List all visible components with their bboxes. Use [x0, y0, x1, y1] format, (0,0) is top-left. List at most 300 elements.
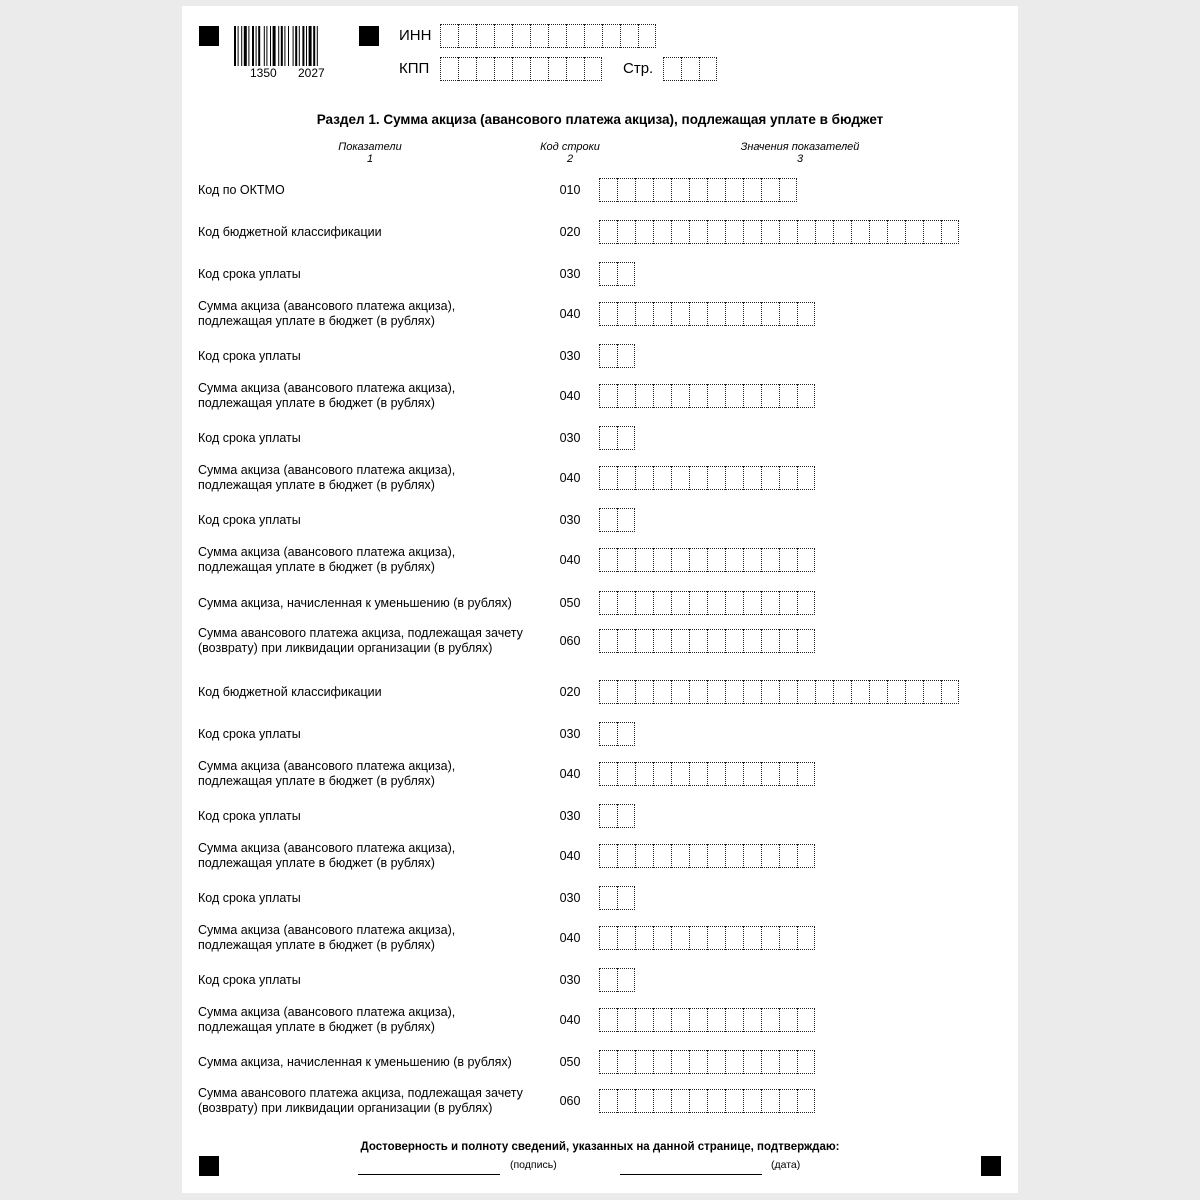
- input-cell[interactable]: [599, 1050, 617, 1074]
- input-cell[interactable]: [779, 220, 797, 244]
- input-cell[interactable]: [653, 1050, 671, 1074]
- input-cell[interactable]: [725, 762, 743, 786]
- row-value-field-030[interactable]: [599, 508, 635, 532]
- input-cell[interactable]: [797, 302, 815, 326]
- input-cell[interactable]: [707, 762, 725, 786]
- input-cell[interactable]: [653, 762, 671, 786]
- input-cell[interactable]: [599, 508, 617, 532]
- input-cell[interactable]: [599, 548, 617, 572]
- barcode-bar: [238, 26, 239, 66]
- input-cell[interactable]: [761, 844, 779, 868]
- input-cell[interactable]: [635, 629, 653, 653]
- barcode-bar: [293, 26, 294, 66]
- row-label: Сумма акциза (авансового платежа акциза), подлежащая уплате в бюджет (в рублях): [198, 545, 456, 574]
- input-cell[interactable]: [617, 968, 635, 992]
- input-cell[interactable]: [725, 680, 743, 704]
- row-value-field-020[interactable]: [599, 220, 959, 244]
- input-cell[interactable]: [602, 24, 620, 48]
- row-value-field-040[interactable]: [599, 466, 815, 490]
- row-label: Сумма авансового платежа акциза, подлежащая зачету (возврату) при ликвидации организации (в рублях): [198, 1086, 523, 1115]
- input-cell[interactable]: [620, 24, 638, 48]
- row-value-field-030[interactable]: [599, 426, 635, 450]
- input-cell[interactable]: [707, 1050, 725, 1074]
- input-cell[interactable]: [599, 804, 617, 828]
- input-cell[interactable]: [743, 178, 761, 202]
- column-header-indicators-label: Показатели: [338, 141, 402, 153]
- input-cell[interactable]: [761, 629, 779, 653]
- barcode-bar: [266, 26, 267, 66]
- input-cell[interactable]: [617, 344, 635, 368]
- input-cell[interactable]: [530, 57, 548, 81]
- row-label: Код срока уплаты: [198, 727, 301, 741]
- input-cell[interactable]: [815, 220, 833, 244]
- input-cell[interactable]: [440, 57, 458, 81]
- input-cell[interactable]: [725, 220, 743, 244]
- input-cell[interactable]: [653, 466, 671, 490]
- input-cell[interactable]: [779, 1050, 797, 1074]
- row-value-field-040[interactable]: [599, 384, 815, 408]
- input-cell[interactable]: [617, 1008, 635, 1032]
- input-cell[interactable]: [761, 384, 779, 408]
- input-cell[interactable]: [653, 591, 671, 615]
- input-cell[interactable]: [743, 1008, 761, 1032]
- input-cell[interactable]: [653, 548, 671, 572]
- column-header-values: [720, 141, 880, 165]
- input-cell[interactable]: [653, 384, 671, 408]
- row-code: 040: [559, 553, 581, 567]
- input-cell[interactable]: [869, 680, 887, 704]
- input-cell[interactable]: [635, 680, 653, 704]
- input-cell[interactable]: [797, 384, 815, 408]
- input-cell[interactable]: [743, 466, 761, 490]
- input-cell[interactable]: [797, 591, 815, 615]
- input-cell[interactable]: [635, 466, 653, 490]
- input-cell[interactable]: [617, 886, 635, 910]
- input-cell[interactable]: [761, 548, 779, 572]
- input-cell[interactable]: [797, 466, 815, 490]
- row-code: 050: [559, 596, 581, 610]
- input-cell[interactable]: [617, 466, 635, 490]
- input-cell[interactable]: [512, 24, 530, 48]
- input-cell[interactable]: [635, 844, 653, 868]
- input-cell[interactable]: [761, 1089, 779, 1113]
- input-cell[interactable]: [725, 548, 743, 572]
- input-cell[interactable]: [671, 629, 689, 653]
- input-cell[interactable]: [779, 548, 797, 572]
- input-cell[interactable]: [689, 1089, 707, 1113]
- input-cell[interactable]: [663, 57, 681, 81]
- inn-field[interactable]: [440, 24, 656, 48]
- input-cell[interactable]: [851, 220, 869, 244]
- input-cell[interactable]: [761, 178, 779, 202]
- row-value-field-010[interactable]: [599, 178, 797, 202]
- input-cell[interactable]: [617, 591, 635, 615]
- input-cell[interactable]: [599, 1089, 617, 1113]
- input-cell[interactable]: [617, 262, 635, 286]
- input-cell[interactable]: [599, 762, 617, 786]
- input-cell[interactable]: [458, 57, 476, 81]
- input-cell[interactable]: [617, 178, 635, 202]
- input-cell[interactable]: [584, 24, 602, 48]
- input-cell[interactable]: [699, 57, 717, 81]
- input-cell[interactable]: [761, 220, 779, 244]
- input-cell[interactable]: [689, 1050, 707, 1074]
- input-cell[interactable]: [725, 1008, 743, 1032]
- input-cell[interactable]: [617, 384, 635, 408]
- input-cell[interactable]: [869, 220, 887, 244]
- input-cell[interactable]: [725, 466, 743, 490]
- input-cell[interactable]: [833, 680, 851, 704]
- input-cell[interactable]: [635, 1008, 653, 1032]
- input-cell[interactable]: [725, 302, 743, 326]
- input-cell[interactable]: [671, 762, 689, 786]
- input-cell[interactable]: [779, 1008, 797, 1032]
- barcode-bar: [248, 26, 249, 66]
- input-cell[interactable]: [599, 629, 617, 653]
- input-cell[interactable]: [617, 926, 635, 950]
- input-cell[interactable]: [671, 220, 689, 244]
- input-cell[interactable]: [635, 1089, 653, 1113]
- input-cell[interactable]: [617, 629, 635, 653]
- input-cell[interactable]: [689, 591, 707, 615]
- input-cell[interactable]: [779, 629, 797, 653]
- input-cell[interactable]: [635, 762, 653, 786]
- input-cell[interactable]: [617, 302, 635, 326]
- input-cell[interactable]: [635, 178, 653, 202]
- input-cell[interactable]: [599, 302, 617, 326]
- input-cell[interactable]: [653, 844, 671, 868]
- row-value-field-030[interactable]: [599, 344, 635, 368]
- input-cell[interactable]: [689, 384, 707, 408]
- input-cell[interactable]: [779, 384, 797, 408]
- input-cell[interactable]: [689, 844, 707, 868]
- input-cell[interactable]: [725, 178, 743, 202]
- corner-marker-bottom-left: [199, 1156, 219, 1176]
- confirmation-text: Достоверность и полноту сведений, указанных на данной странице, подтверждаю:: [360, 1141, 840, 1153]
- input-cell[interactable]: [761, 302, 779, 326]
- input-cell[interactable]: [797, 629, 815, 653]
- input-cell[interactable]: [707, 302, 725, 326]
- input-cell[interactable]: [548, 24, 566, 48]
- section-title: Раздел 1. Сумма акциза (авансового платежа акциза), подлежащая уплате в бюджет: [316, 112, 884, 127]
- input-cell[interactable]: [761, 591, 779, 615]
- corner-marker-top-mid: [359, 26, 379, 46]
- input-cell[interactable]: [779, 844, 797, 868]
- row-value-field-050[interactable]: [599, 591, 815, 615]
- input-cell[interactable]: [671, 1050, 689, 1074]
- input-cell[interactable]: [653, 629, 671, 653]
- row-value-field-050[interactable]: [599, 1050, 815, 1074]
- input-cell[interactable]: [761, 466, 779, 490]
- barcode-bar: [244, 26, 247, 66]
- input-cell[interactable]: [653, 680, 671, 704]
- row-code: 040: [559, 307, 581, 321]
- barcode-image: [234, 26, 342, 66]
- row-label: Сумма акциза (авансового платежа акциза), подлежащая уплате в бюджет (в рублях): [198, 923, 456, 952]
- input-cell[interactable]: [599, 344, 617, 368]
- input-cell[interactable]: [689, 680, 707, 704]
- input-cell[interactable]: [599, 591, 617, 615]
- input-cell[interactable]: [743, 591, 761, 615]
- row-code: 030: [559, 267, 581, 281]
- input-cell[interactable]: [530, 24, 548, 48]
- input-cell[interactable]: [725, 591, 743, 615]
- input-cell[interactable]: [635, 591, 653, 615]
- row-value-field-030[interactable]: [599, 722, 635, 746]
- input-cell[interactable]: [797, 220, 815, 244]
- row-label: Сумма акциза (авансового платежа акциза), подлежащая уплате в бюджет (в рублях): [198, 381, 456, 410]
- input-cell[interactable]: [923, 220, 941, 244]
- input-cell[interactable]: [707, 178, 725, 202]
- row-value-field-040[interactable]: [599, 302, 815, 326]
- input-cell[interactable]: [743, 548, 761, 572]
- row-label: Код срока уплаты: [198, 809, 301, 823]
- input-cell[interactable]: [743, 629, 761, 653]
- signature-line[interactable]: [358, 1174, 500, 1175]
- input-cell[interactable]: [761, 926, 779, 950]
- input-cell[interactable]: [617, 1050, 635, 1074]
- input-cell[interactable]: [797, 1008, 815, 1032]
- input-cell[interactable]: [617, 1089, 635, 1113]
- row-value-field-060[interactable]: [599, 1089, 815, 1113]
- input-cell[interactable]: [494, 57, 512, 81]
- input-cell[interactable]: [797, 1089, 815, 1113]
- input-cell[interactable]: [797, 548, 815, 572]
- input-cell[interactable]: [707, 591, 725, 615]
- input-cell[interactable]: [584, 57, 602, 81]
- input-cell[interactable]: [707, 220, 725, 244]
- input-cell[interactable]: [689, 178, 707, 202]
- row-value-field-060[interactable]: [599, 629, 815, 653]
- input-cell[interactable]: [617, 220, 635, 244]
- input-cell[interactable]: [905, 220, 923, 244]
- input-cell[interactable]: [653, 926, 671, 950]
- input-cell[interactable]: [797, 926, 815, 950]
- input-cell[interactable]: [653, 1008, 671, 1032]
- input-cell[interactable]: [599, 926, 617, 950]
- input-cell[interactable]: [671, 302, 689, 326]
- input-cell[interactable]: [707, 629, 725, 653]
- input-cell[interactable]: [815, 680, 833, 704]
- input-cell[interactable]: [671, 926, 689, 950]
- input-cell[interactable]: [707, 384, 725, 408]
- kpp-field[interactable]: [440, 57, 602, 81]
- input-cell[interactable]: [599, 1008, 617, 1032]
- input-cell[interactable]: [797, 680, 815, 704]
- input-cell[interactable]: [653, 178, 671, 202]
- input-cell[interactable]: [689, 466, 707, 490]
- input-cell[interactable]: [671, 466, 689, 490]
- input-cell[interactable]: [617, 508, 635, 532]
- input-cell[interactable]: [707, 844, 725, 868]
- signature-caption: (подпись): [510, 1159, 557, 1171]
- row-code: 030: [559, 513, 581, 527]
- input-cell[interactable]: [689, 1008, 707, 1032]
- input-cell[interactable]: [617, 548, 635, 572]
- input-cell[interactable]: [779, 591, 797, 615]
- input-cell[interactable]: [653, 1089, 671, 1113]
- input-cell[interactable]: [440, 24, 458, 48]
- input-cell[interactable]: [548, 57, 566, 81]
- input-cell[interactable]: [671, 384, 689, 408]
- row-label: Код бюджетной классификации: [198, 225, 382, 239]
- row-label: Сумма акциза, начисленная к уменьшению (в рублях): [198, 1055, 512, 1069]
- input-cell[interactable]: [887, 680, 905, 704]
- input-cell[interactable]: [566, 24, 584, 48]
- input-cell[interactable]: [743, 680, 761, 704]
- input-cell[interactable]: [725, 1050, 743, 1074]
- input-cell[interactable]: [707, 680, 725, 704]
- input-cell[interactable]: [761, 680, 779, 704]
- input-cell[interactable]: [941, 220, 959, 244]
- input-cell[interactable]: [689, 926, 707, 950]
- input-cell[interactable]: [761, 1008, 779, 1032]
- input-cell[interactable]: [671, 844, 689, 868]
- input-cell[interactable]: [779, 1089, 797, 1113]
- input-cell[interactable]: [671, 1008, 689, 1032]
- input-cell[interactable]: [779, 926, 797, 950]
- input-cell[interactable]: [725, 844, 743, 868]
- row-value-field-040[interactable]: [599, 548, 815, 572]
- input-cell[interactable]: [707, 926, 725, 950]
- input-cell[interactable]: [638, 24, 656, 48]
- barcode-bar: [288, 26, 289, 66]
- row-code: 040: [559, 471, 581, 485]
- row-value-field-040[interactable]: [599, 926, 815, 950]
- input-cell[interactable]: [743, 762, 761, 786]
- input-cell[interactable]: [689, 548, 707, 572]
- input-cell[interactable]: [689, 302, 707, 326]
- input-cell[interactable]: [671, 591, 689, 615]
- input-cell[interactable]: [681, 57, 699, 81]
- input-cell[interactable]: [779, 762, 797, 786]
- input-cell[interactable]: [689, 629, 707, 653]
- date-line[interactable]: [620, 1174, 762, 1175]
- input-cell[interactable]: [599, 968, 617, 992]
- barcode-bar: [241, 26, 242, 66]
- input-cell[interactable]: [566, 57, 584, 81]
- row-value-field-020[interactable]: [599, 680, 959, 704]
- input-cell[interactable]: [599, 178, 617, 202]
- input-cell[interactable]: [635, 302, 653, 326]
- input-cell[interactable]: [617, 722, 635, 746]
- input-cell[interactable]: [671, 1089, 689, 1113]
- row-value-field-030[interactable]: [599, 804, 635, 828]
- input-cell[interactable]: [851, 680, 869, 704]
- input-cell[interactable]: [779, 178, 797, 202]
- input-cell[interactable]: [725, 926, 743, 950]
- input-cell[interactable]: [743, 1089, 761, 1113]
- input-cell[interactable]: [599, 466, 617, 490]
- row-code: 030: [559, 973, 581, 987]
- input-cell[interactable]: [599, 886, 617, 910]
- input-cell[interactable]: [743, 926, 761, 950]
- input-cell[interactable]: [671, 548, 689, 572]
- input-cell[interactable]: [779, 302, 797, 326]
- input-cell[interactable]: [743, 302, 761, 326]
- input-cell[interactable]: [599, 262, 617, 286]
- input-cell[interactable]: [707, 466, 725, 490]
- input-cell[interactable]: [761, 1050, 779, 1074]
- row-value-field-040[interactable]: [599, 1008, 815, 1032]
- row-value-field-040[interactable]: [599, 844, 815, 868]
- input-cell[interactable]: [599, 426, 617, 450]
- row-value-field-040[interactable]: [599, 762, 815, 786]
- input-cell[interactable]: [671, 680, 689, 704]
- input-cell[interactable]: [743, 220, 761, 244]
- input-cell[interactable]: [887, 220, 905, 244]
- row-code: 030: [559, 349, 581, 363]
- row-label: Код срока уплаты: [198, 349, 301, 363]
- input-cell[interactable]: [905, 680, 923, 704]
- input-cell[interactable]: [707, 1089, 725, 1113]
- input-cell[interactable]: [635, 1050, 653, 1074]
- input-cell[interactable]: [599, 680, 617, 704]
- row-value-field-030[interactable]: [599, 262, 635, 286]
- input-cell[interactable]: [779, 466, 797, 490]
- input-cell[interactable]: [635, 384, 653, 408]
- barcode-bar: [284, 26, 285, 66]
- input-cell[interactable]: [797, 762, 815, 786]
- input-cell[interactable]: [599, 722, 617, 746]
- input-cell[interactable]: [653, 302, 671, 326]
- input-cell[interactable]: [599, 844, 617, 868]
- input-cell[interactable]: [743, 1050, 761, 1074]
- input-cell[interactable]: [725, 384, 743, 408]
- input-cell[interactable]: [761, 762, 779, 786]
- input-cell[interactable]: [707, 548, 725, 572]
- input-cell[interactable]: [617, 762, 635, 786]
- input-cell[interactable]: [653, 220, 671, 244]
- input-cell[interactable]: [476, 57, 494, 81]
- date-caption: (дата): [771, 1159, 801, 1171]
- input-cell[interactable]: [689, 762, 707, 786]
- input-cell[interactable]: [599, 384, 617, 408]
- input-cell[interactable]: [743, 844, 761, 868]
- input-cell[interactable]: [941, 680, 959, 704]
- row-value-field-030[interactable]: [599, 886, 635, 910]
- barcode-bar: [302, 26, 304, 66]
- input-cell[interactable]: [617, 680, 635, 704]
- input-cell[interactable]: [635, 548, 653, 572]
- input-cell[interactable]: [707, 1008, 725, 1032]
- input-cell[interactable]: [743, 384, 761, 408]
- input-cell[interactable]: [689, 220, 707, 244]
- input-cell[interactable]: [725, 1089, 743, 1113]
- input-cell[interactable]: [671, 178, 689, 202]
- input-cell[interactable]: [494, 24, 512, 48]
- input-cell[interactable]: [923, 680, 941, 704]
- input-cell[interactable]: [617, 804, 635, 828]
- input-cell[interactable]: [833, 220, 851, 244]
- input-cell[interactable]: [512, 57, 530, 81]
- input-cell[interactable]: [797, 844, 815, 868]
- row-label: Код по ОКТМО: [198, 183, 285, 197]
- input-cell[interactable]: [617, 844, 635, 868]
- input-cell[interactable]: [599, 220, 617, 244]
- row-value-field-030[interactable]: [599, 968, 635, 992]
- input-cell[interactable]: [635, 926, 653, 950]
- input-cell[interactable]: [797, 1050, 815, 1074]
- page-number-field[interactable]: [663, 57, 717, 81]
- input-cell[interactable]: [779, 680, 797, 704]
- input-cell[interactable]: [476, 24, 494, 48]
- input-cell[interactable]: [635, 220, 653, 244]
- input-cell[interactable]: [617, 426, 635, 450]
- input-cell[interactable]: [458, 24, 476, 48]
- barcode-bar: [295, 26, 297, 66]
- input-cell[interactable]: [725, 629, 743, 653]
